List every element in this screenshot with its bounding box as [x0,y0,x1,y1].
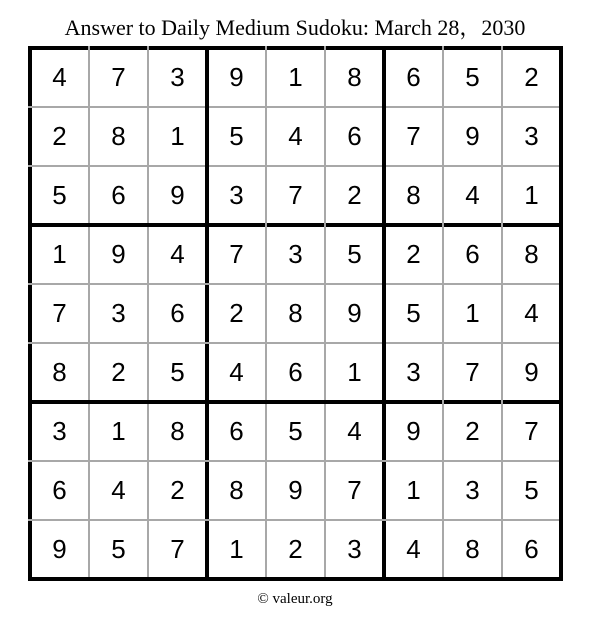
sudoku-cell: 8 [524,239,539,269]
sudoku-cell: 8 [406,180,421,210]
sudoku-cell: 4 [465,180,480,210]
sudoku-cell: 9 [52,534,67,564]
sudoku-cell: 5 [229,121,244,151]
sudoku-cell: 4 [524,298,539,328]
sudoku-cell: 1 [288,62,303,92]
sudoku-cell: 4 [288,121,303,151]
sudoku-cell: 7 [229,239,244,269]
sudoku-cell: 6 [111,180,126,210]
cell-divider-line [265,46,267,581]
sudoku-cell: 8 [229,475,244,505]
sudoku-cell: 8 [52,357,67,387]
sudoku-cell: 2 [111,357,126,387]
sudoku-cell: 6 [288,357,303,387]
cell-divider-line [28,283,563,285]
sudoku-cell: 2 [52,121,67,151]
sudoku-cell: 9 [170,180,185,210]
sudoku-cell: 1 [465,298,480,328]
sudoku-cell: 5 [52,180,67,210]
sudoku-cell: 4 [170,239,185,269]
sudoku-cell: 2 [406,239,421,269]
sudoku-cell: 9 [229,62,244,92]
sudoku-cell: 8 [170,416,185,446]
sudoku-cell: 8 [111,121,126,151]
sudoku-cell: 3 [52,416,67,446]
sudoku-cell: 9 [465,121,480,151]
sudoku-cell: 9 [524,357,539,387]
box-border-line [28,577,563,581]
sudoku-cell: 7 [347,475,362,505]
cell-divider-line [28,519,563,521]
sudoku-cell: 2 [347,180,362,210]
sudoku-cell: 8 [347,62,362,92]
sudoku-cell: 3 [111,298,126,328]
sudoku-cell: 1 [347,357,362,387]
page-title: Answer to Daily Medium Sudoku: March 28，2030 [64,15,526,40]
sudoku-cell: 2 [524,62,539,92]
sudoku-cell: 4 [406,534,421,564]
sudoku-cell: 7 [170,534,185,564]
box-border-line [205,46,209,581]
cell-divider-line [442,46,444,581]
box-border-line [559,46,563,581]
sudoku-cell: 6 [52,475,67,505]
sudoku-cell: 3 [347,534,362,564]
sudoku-cell: 2 [288,534,303,564]
sudoku-cell: 3 [288,239,303,269]
sudoku-cell: 6 [406,62,421,92]
sudoku-cell: 6 [347,121,362,151]
sudoku-cell: 1 [111,416,126,446]
box-border-line [28,46,32,581]
sudoku-cell: 8 [288,298,303,328]
sudoku-cell: 7 [52,298,67,328]
cell-divider-line [28,106,563,108]
sudoku-cell: 3 [406,357,421,387]
cell-divider-line [88,46,90,581]
box-border-line [28,400,563,404]
sudoku-cell: 7 [288,180,303,210]
sudoku-cell: 8 [465,534,480,564]
sudoku-cell: 2 [465,416,480,446]
box-border-line [28,46,563,50]
sudoku-cell: 7 [524,416,539,446]
sudoku-cell: 6 [170,298,185,328]
sudoku-cell: 9 [406,416,421,446]
sudoku-cell: 1 [52,239,67,269]
sudoku-cell: 9 [111,239,126,269]
sudoku-cell: 6 [229,416,244,446]
sudoku-cell: 4 [52,62,67,92]
sudoku-cell: 3 [524,121,539,151]
sudoku-cell: 4 [111,475,126,505]
sudoku-cell: 5 [465,62,480,92]
sudoku-cell: 6 [524,534,539,564]
sudoku-cell: 5 [111,534,126,564]
copyright-footer: © valeur.org [257,591,333,607]
cell-divider-line [501,46,503,581]
box-border-line [28,223,563,227]
sudoku-cell: 1 [170,121,185,151]
sudoku-cell: 1 [229,534,244,564]
sudoku-cell: 9 [347,298,362,328]
sudoku-cell: 5 [347,239,362,269]
sudoku-cell: 3 [465,475,480,505]
sudoku-cell: 1 [406,475,421,505]
sudoku-cell: 2 [170,475,185,505]
sudoku-cell: 7 [465,357,480,387]
sudoku-cell: 5 [288,416,303,446]
sudoku-cell: 2 [229,298,244,328]
sudoku-cell: 3 [170,62,185,92]
sudoku-cell: 1 [524,180,539,210]
sudoku-cell: 7 [111,62,126,92]
cell-divider-line [28,165,563,167]
cell-divider-line [324,46,326,581]
sudoku-cell: 9 [288,475,303,505]
cell-divider-line [147,46,149,581]
sudoku-cell: 5 [170,357,185,387]
sudoku-cell: 7 [406,121,421,151]
cell-divider-line [28,342,563,344]
sudoku-cell: 4 [229,357,244,387]
sudoku-cell: 4 [347,416,362,446]
sudoku-cell: 5 [406,298,421,328]
cell-divider-line [28,460,563,462]
sudoku-cell: 5 [524,475,539,505]
box-border-line [382,46,386,581]
sudoku-cell: 3 [229,180,244,210]
sudoku-board [30,48,561,579]
sudoku-cell: 6 [465,239,480,269]
